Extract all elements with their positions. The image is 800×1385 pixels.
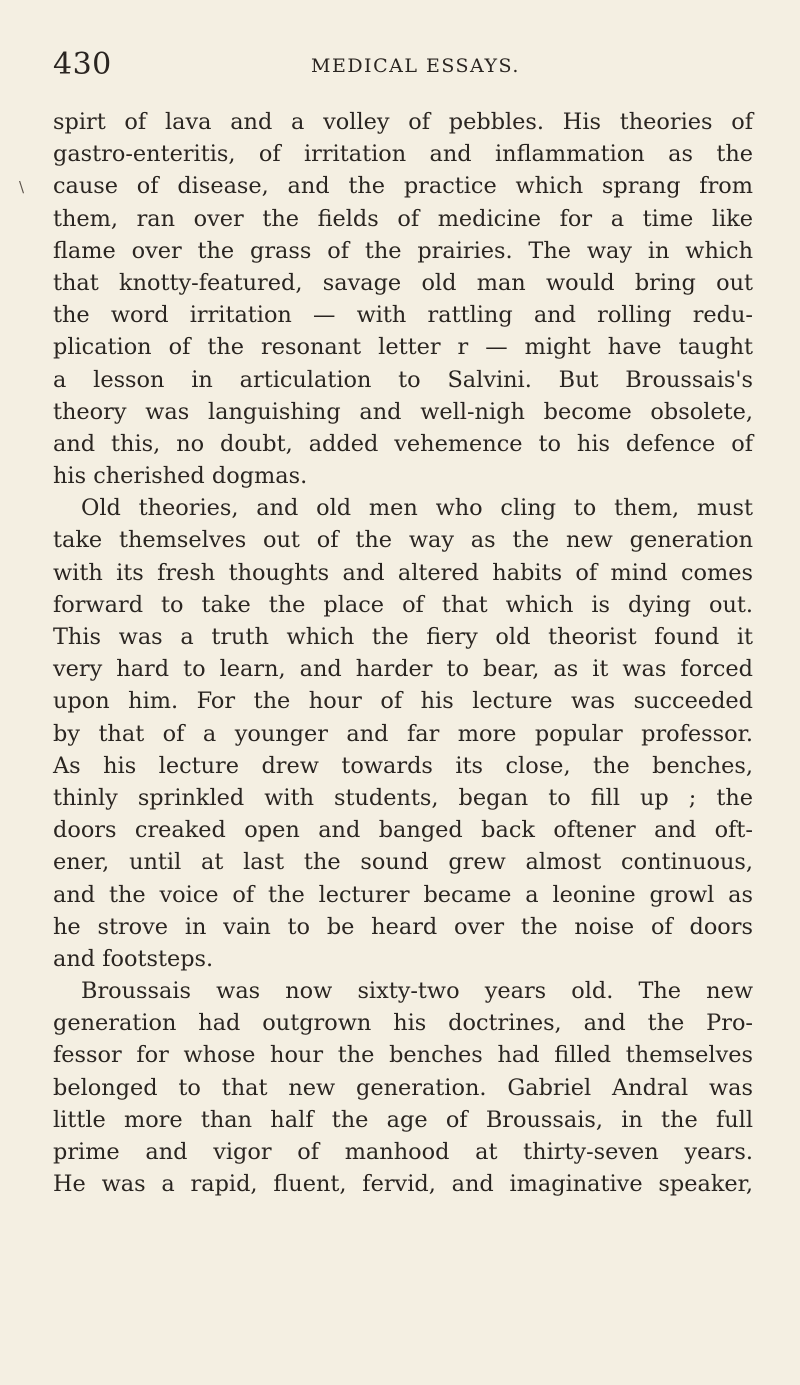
- body-text: [53, 106, 753, 1200]
- text-line: with its fresh thoughts and altered habits of mind comes: [53, 559, 753, 586]
- text-line: theory was languishing and well-nigh become obsolete,: [53, 398, 753, 425]
- text-line: very hard to learn, and harder to bear, as it was forced: [53, 656, 753, 683]
- running-head: MEDICAL ESSAYS.: [311, 55, 520, 77]
- page-number: 430: [53, 47, 112, 82]
- text-line: and footsteps.: [53, 945, 214, 972]
- text-line: his cherished dogmas.: [53, 463, 308, 490]
- text-line: cause of disease, and the practice which sprang from: [53, 173, 753, 200]
- text-line: doors creaked open and banged back oftener and oft-: [53, 817, 753, 844]
- text-line: prime and vigor of manhood at thirty-seven years.: [53, 1139, 753, 1165]
- text-line: he strove in vain to be heard over the noise of doors: [53, 913, 753, 940]
- text-line: them, ran over the fields of medicine for a time like: [53, 205, 753, 232]
- text-line: little more than half the age of Broussais, in the full: [53, 1106, 753, 1133]
- text-line: upon him. For the hour of his lecture was succeeded: [53, 688, 753, 715]
- text-line: flame over the grass of the prairies. The way in which: [53, 237, 753, 264]
- text-line: by that of a younger and far more popular professor.: [53, 720, 753, 747]
- text-line: fessor for whose hour the benches had filled themselves: [53, 1042, 753, 1069]
- text-line: take themselves out of the way as the new generation: [53, 527, 753, 554]
- text-line: and the voice of the lecturer became a leonine growl as: [53, 881, 753, 908]
- text-line: He was a rapid, fluent, fervid, and imaginative speaker,: [53, 1171, 753, 1198]
- text-line: ener, until at last the sound grew almost continuous,: [53, 849, 753, 876]
- text-line: the word irritation — with rattling and rolling redu-: [53, 302, 753, 329]
- text-line: spirt of lava and a volley of pebbles. His theories of: [53, 109, 753, 135]
- text-line: plication of the resonant letter r — might have taught: [53, 334, 753, 361]
- text-line: a lesson in articulation to Salvini. But Broussais's: [53, 366, 753, 393]
- text-line: generation had outgrown his doctrines, and the Pro-: [53, 1010, 753, 1037]
- text-line: Old theories, and old men who cling to them, must: [81, 495, 753, 522]
- text-line: belonged to that new generation. Gabriel Andral was: [53, 1074, 753, 1101]
- text-line: This was a truth which the fiery old theorist found it: [53, 624, 753, 650]
- text-line: As his lecture drew towards its close, the benches,: [53, 752, 753, 779]
- margin-mark: \: [19, 178, 25, 196]
- text-line: gastro-enteritis, of irritation and inflammation as the: [53, 141, 753, 168]
- text-line: and this, no doubt, added vehemence to his defence of: [53, 430, 753, 457]
- text-line: Broussais was now sixty-two years old. The new: [81, 978, 753, 1005]
- text-line: thinly sprinkled with students, began to fill up ; the: [53, 784, 753, 811]
- text-line: that knotty-featured, savage old man would bring out: [53, 269, 753, 296]
- page-header: [53, 47, 753, 87]
- text-line: forward to take the place of that which is dying out.: [53, 591, 753, 618]
